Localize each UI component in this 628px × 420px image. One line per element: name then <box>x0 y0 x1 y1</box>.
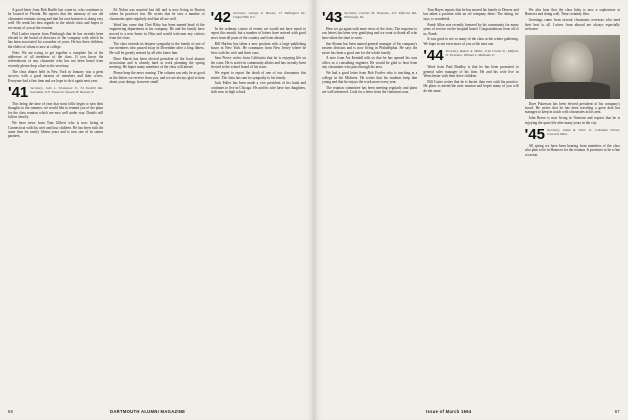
left-page-columns <box>8 8 306 398</box>
column-paragraph: Word has come that Chet Riley has been named head of the engineering department at his company. He and his family have moved to a new home in Ohio and would welcome any visitors from the class. <box>109 22 205 40</box>
column-paragraph: We had a good letter from Bob Fowler who is teaching at a college in the Midwest. He writes that his students keep him young and that he enjoys the work more every year. <box>322 71 418 84</box>
column-paragraph: Please keep the news coming. The column can only be as good as the letters we receive from you, and we are always glad to hear about your doings, however small. <box>109 71 205 85</box>
class-year: '41 <box>8 84 29 101</box>
page-number: 66 <box>8 409 14 414</box>
column-paragraph: All spring we have been hearing from members of the class who plan to be in Hanover for the reunion. It promises to be a fine occasion. <box>524 144 620 157</box>
class-officers: Secretary, Charles M. Donovan, 413 Jefferson Rd., Pittsburgh, Pa. <box>344 11 418 19</box>
column-paragraph: Ed Nolan was married last fall and is now living in Boston where he practices law. He writes that he sees a number of classmates quite regularly and that all are well. <box>109 8 205 21</box>
right-column-2 <box>423 8 518 398</box>
column-paragraph: A note from Art Kendall tells us that he has opened his own office as a consulting engineer. He would be glad to hear from any classmates who pass through his area. <box>322 56 418 70</box>
column-paragraph: Here we go again with more news of the class. The response to our letters has been very gratifying and we want to thank all who have taken the time to write. <box>322 27 418 40</box>
column-paragraph: A good letter from Bob Ruelle last come in, who continues to be located in Florida. He reports that the memory of our old classmates remains strong and that his own business is doing very well. He sends his best regards to the whole class and hopes to see many of you at the reunion. <box>8 8 104 30</box>
column-paragraph: This being the time of year that most folks begin to turn their thoughts to the summer, we would like to remind you of the plans for the class reunion which are now well under way. Details will follow shortly. <box>8 102 104 120</box>
class-year: '42 <box>210 9 231 26</box>
column-paragraph: Word from Paul Bradley is that he has been promoted to general sales manager of his firm. He and his wife live in Westchester with their three children. <box>423 65 519 79</box>
column-paragraph: We have news from Tom Gilbert who is now living in Connecticut with his wife and four children. He has been with the same firm for nearly fifteen years and is now one of its senior partners. <box>8 121 104 139</box>
class-officers: Secretary, George A. Rowley, 15 Wellington Dr., Chapel Hill, N.C. <box>232 11 306 19</box>
class-year: '45 <box>524 126 545 144</box>
running-footer: DARTMOUTH ALUMNI MAGAZINE <box>110 409 186 414</box>
class-heading <box>8 86 103 100</box>
column-paragraph: The reunion committee has been meeting regularly and plans are well advanced. Look for a letter from the chairman soon. <box>322 85 418 95</box>
column-paragraph: Frank Allen was recently honored by his community for many years of service on the hospital board. Congratulations from all of us, Frank. <box>423 22 519 36</box>
right-page-columns <box>322 8 620 398</box>
column-paragraph: We regret to report the death of one of our classmates this winter. The class has sent its sympathy to his family. <box>210 71 306 80</box>
class-year: '44 <box>423 47 444 65</box>
column-paragraph: Tom Hayes reports that he has moved his family to Denver and has taken a position with an oil company there. The skiing, he says, is wonderful. <box>423 8 519 21</box>
right-page <box>314 0 628 420</box>
running-footer: Issue of March 1964 <box>426 409 472 414</box>
column-paragraph: Dave Marsh has been elected president of the local alumni association and is already hard at work planning the spring meeting. He hopes many members of the class will attend. <box>109 56 205 70</box>
column-paragraph: In the ordinary course of events we would not have much to report this month, but a number of letters have arrived with good news from all parts of the country and from abroad. <box>210 27 306 40</box>
class-heading <box>211 11 306 25</box>
class-year: '43 <box>322 9 343 26</box>
class-heading <box>525 128 620 142</box>
column-paragraph: Jim Sloane has been named general manager of his company's eastern division and is now living in Philadelphia. He says the move has been a good one for the whole family. <box>322 41 418 55</box>
left-column-2 <box>109 8 204 398</box>
class-officers: Secretary, John L. Thompson Jr., 34 Dunhill Rd., Scarsdale, N.Y. Treasurer, Stewart H. Bennett Jr. <box>30 86 104 94</box>
page-number: 67 <box>614 409 620 414</box>
column-paragraph: Note: We are trying to get together a complete list of the addresses of all members of the class. If you know the whereabouts of any classmate who has not been heard from recently please drop a line to the secretary. <box>8 50 104 68</box>
column-paragraph: The class dinner held in New York in January was a great success with a good turnout of members and their wives. Everyone had a fine time and we hope to do it again next year. <box>8 69 104 83</box>
column-paragraph: Bill Carter writes that he is busier than ever with his practice. He plans to attend the next reunion and hopes many of you will do the same. <box>423 79 519 93</box>
column-paragraph: Sam Pierce writes from California that he is enjoying life on the coast. He is active in community affairs and has recently been elected to the school board of his town. <box>210 56 306 70</box>
portrait-photo <box>525 35 620 99</box>
left-column-3 <box>211 8 306 398</box>
column-paragraph: John Reese is now living in Vermont and reports that he is enjoying the quiet life after many years in the city. <box>524 116 620 125</box>
class-officers: Secretary, Julian R. Osler Jr., Columbia School, Concord, Mass. <box>546 128 620 136</box>
column-paragraph: We also hear that the class baby is now a sophomore at Hanover and doing well. Time certainly flies. <box>524 8 620 17</box>
class-heading <box>322 11 417 25</box>
class-officers: Secretary, Robert A. Miller, 1140 Croton St., Milford, O. Treasurer, William L. Mohlman Jr. <box>445 49 519 58</box>
right-column-3 <box>525 8 620 398</box>
column-paragraph: Bill Harlow has taken a new position with a large publishing house in New York. He commutes from New Jersey where he lives with his wife and three sons. <box>210 41 306 55</box>
left-column-1 <box>8 8 103 398</box>
column-paragraph: The class extends its deepest sympathy to the family of one of our members who passed away in December after a long illness. He will be greatly missed by all who knew him. <box>109 41 205 55</box>
class-heading <box>423 49 518 63</box>
column-paragraph: Jack Fuller has been made a vice president of his bank and continues to live in Chicago. He and his wife have two daughters, both now in high school. <box>210 81 306 95</box>
right-column-1 <box>322 8 417 398</box>
column-paragraph: Greetings came from several classmates overseas who send their best to all. Letters from abroad are always especially welcome. <box>524 18 620 32</box>
column-paragraph: It was good to see so many of the class at the winter gathering. We hope to see even more of you at the next one. <box>423 37 519 46</box>
column-paragraph: Phil Lasher reports from Pittsburgh that he has recently been elected to the board of directors of the company with which he has been associated for a number of years. He has three children, the eldest of whom is now at college. <box>8 31 104 49</box>
column-paragraph: Dave Patterson has been elected president of his company's board. He writes that he has been traveling a great deal but manages to keep in touch with classmates in his area. <box>524 101 620 115</box>
